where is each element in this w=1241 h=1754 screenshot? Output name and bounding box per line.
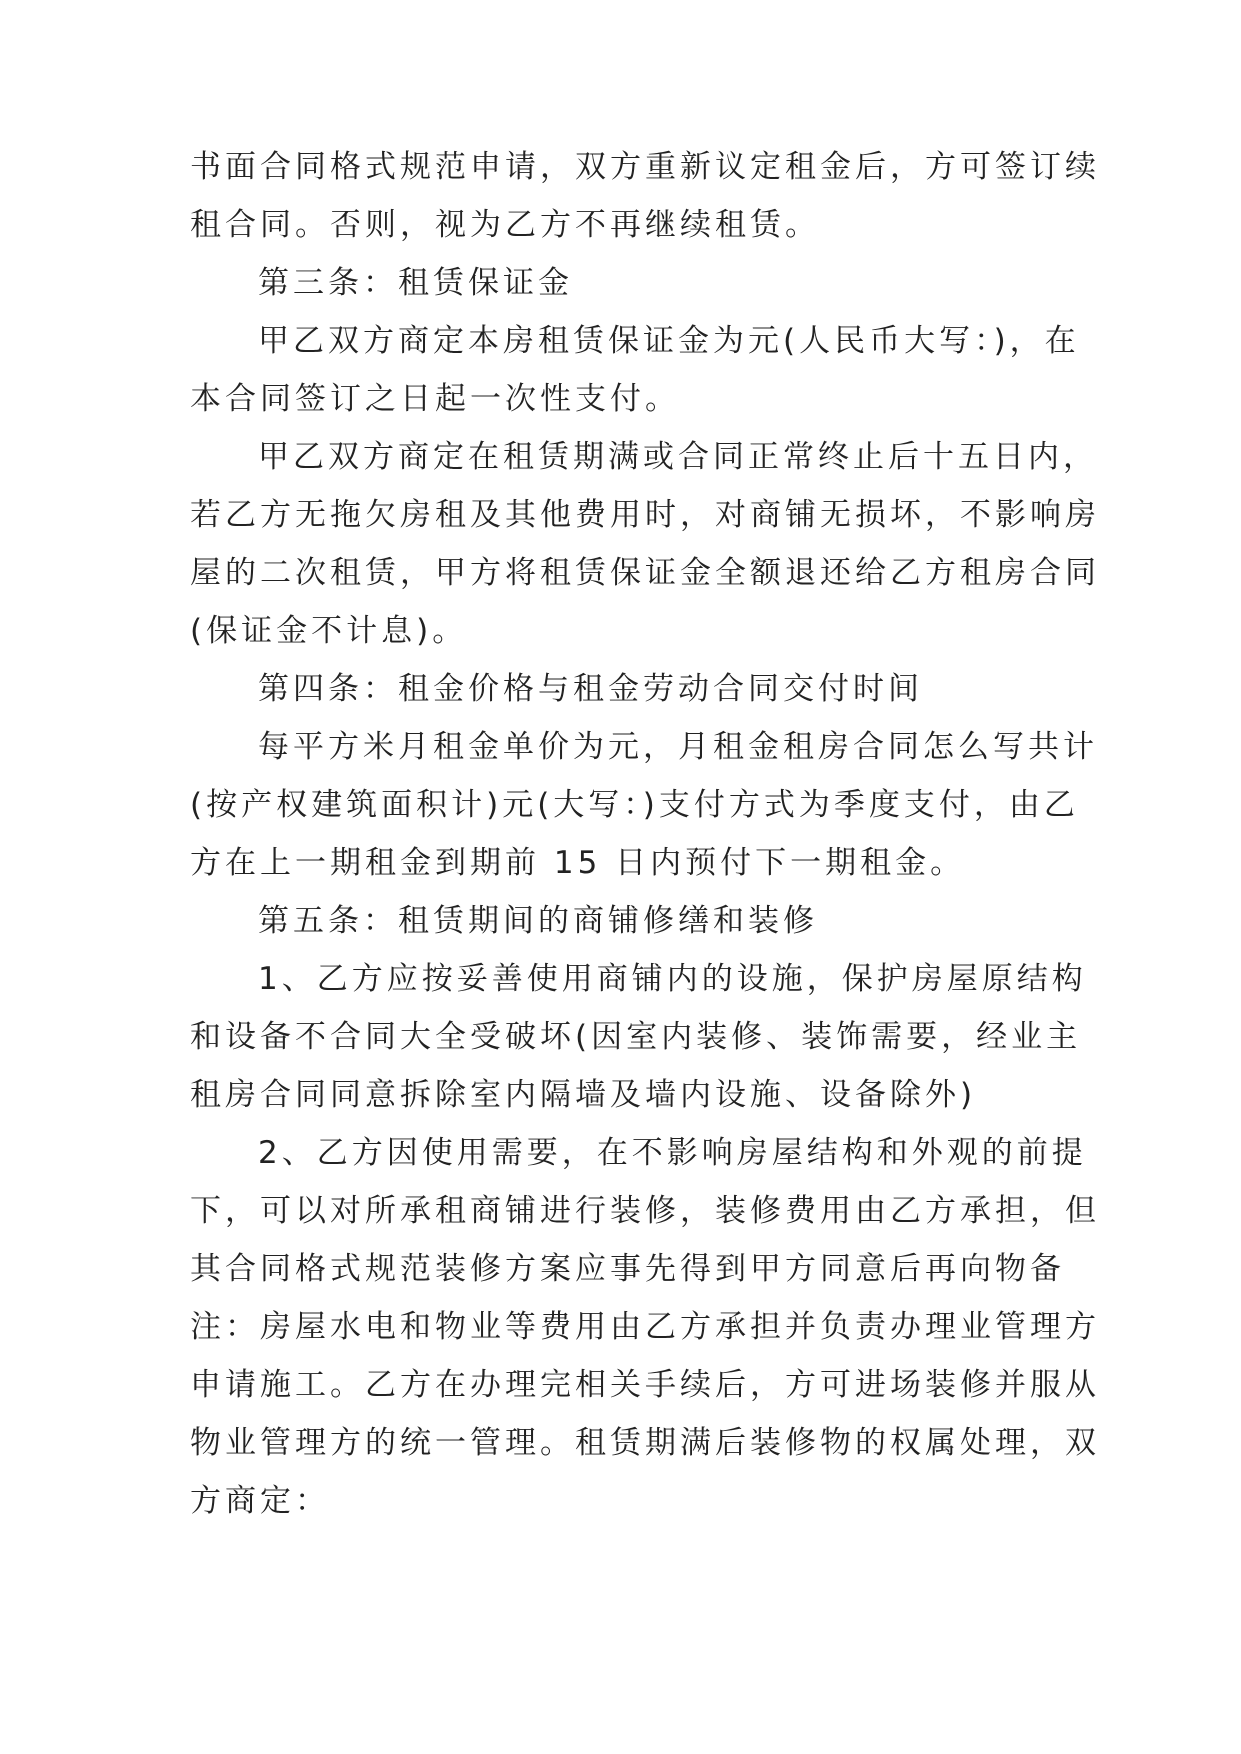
- section-heading: 第三条：租赁保证金: [258, 265, 573, 301]
- text-line: 书面合同格式规范申请，双方重新议定租金后，方可签订续: [190, 149, 1100, 185]
- text-line: 下，可以对所承租商铺进行装修，装修费用由乙方承担，但: [190, 1193, 1100, 1229]
- text-line: 方在上一期租金到期前 15 日内预付下一期租金。: [190, 845, 966, 881]
- text-line: 甲乙双方商定在租赁期满或合同正常终止后十五日内，: [258, 439, 1098, 475]
- text-line: 2、乙方因使用需要，在不影响房屋结构和外观的前提: [258, 1135, 1087, 1171]
- text-line: 每平方米月租金单价为元，月租金租房合同怎么写共计: [258, 729, 1098, 765]
- text-line: (按产权建筑面积计)元(大写：)支付方式为季度支付，由乙: [190, 787, 1079, 823]
- text-line: 租房合同同意拆除室内隔墙及墙内设施、设备除外): [190, 1077, 977, 1113]
- text-line: (保证金不计息)。: [190, 613, 468, 649]
- text-line: 1、乙方应按妥善使用商铺内的设施，保护房屋原结构: [258, 961, 1087, 997]
- text-line: 租合同。否则，视为乙方不再继续租赁。: [190, 207, 820, 243]
- text-line: 注：房屋水电和物业等费用由乙方承担并负责办理业管理方: [190, 1309, 1100, 1345]
- text-line: 若乙方无拖欠房租及其他费用时，对商铺无损坏，不影响房: [190, 497, 1100, 533]
- section-heading: 第五条：租赁期间的商铺修缮和装修: [258, 903, 818, 939]
- text-line: 和设备不合同大全受破坏(因室内装修、装饰需要，经业主: [190, 1019, 1082, 1055]
- text-line: 申请施工。乙方在办理完相关手续后，方可进场装修并服从: [190, 1367, 1100, 1403]
- text-line: 屋的二次租赁，甲方将租赁保证金全额退还给乙方租房合同: [190, 555, 1100, 591]
- text-line: 其合同格式规范装修方案应事先得到甲方同意后再向物备: [190, 1251, 1065, 1287]
- text-line: 本合同签订之日起一次性支付。: [190, 381, 680, 417]
- text-line: 甲乙双方商定本房租赁保证金为元(人民币大写：)，在: [258, 323, 1080, 359]
- text-line: 物业管理方的统一管理。租赁期满后装修物的权属处理，双: [190, 1425, 1100, 1461]
- text-line: 方商定：: [190, 1483, 330, 1519]
- section-heading: 第四条：租金价格与租金劳动合同交付时间: [258, 671, 923, 707]
